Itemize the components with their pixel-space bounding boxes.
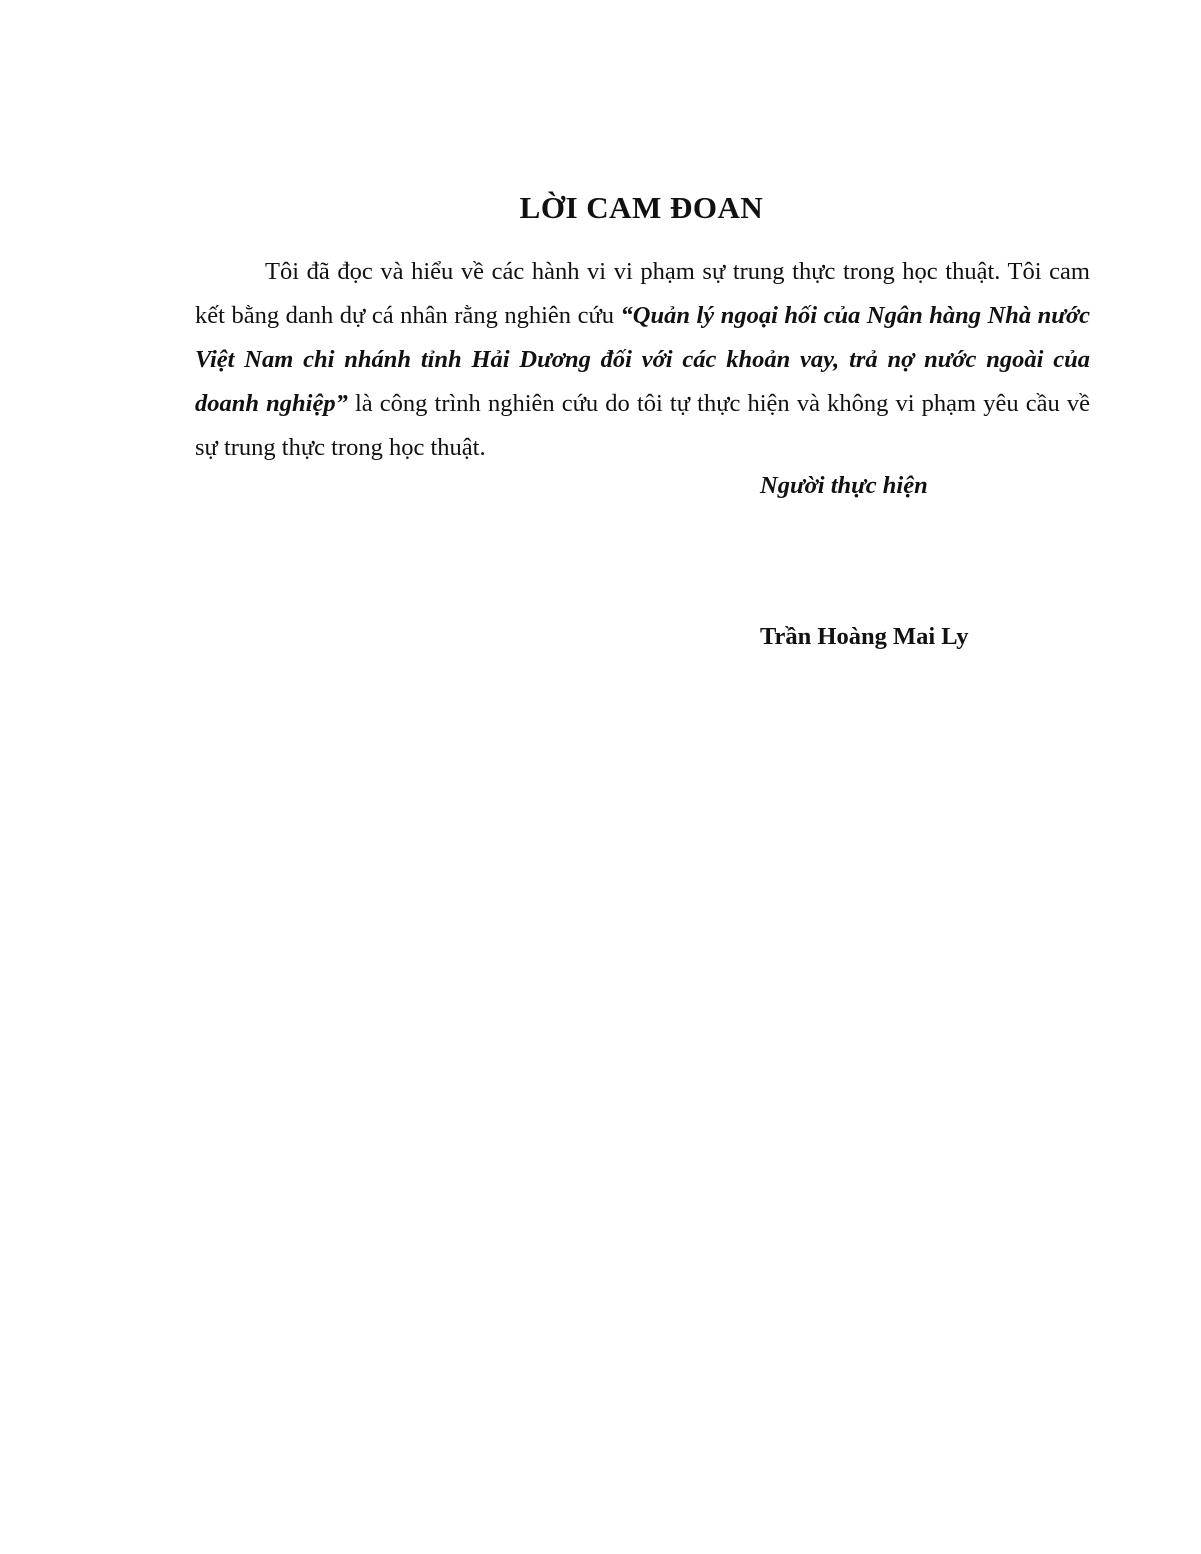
declaration-paragraph — [195, 250, 1090, 470]
signer-name: Trần Hoàng Mai Ly — [760, 623, 969, 650]
declaration-intro: Tôi đã đọc và hiểu về các hành vi vi phạm sự trung thực trong học thuật. Tôi cam kết bằng danh dự cá nhân rằng nghiên cứu — [195, 258, 1090, 329]
declaration-outro: là công trình nghiên cứu do tôi tự thực hiện và không vi phạm yêu cầu về sự trung thực trong học thuật. — [195, 390, 1090, 461]
research-title: “Quản lý ngoại hối của Ngân hàng Nhà nước Việt Nam chi nhánh tỉnh Hải Dương đối với các khoản vay, trả nợ nước ngoài của doanh nghiệp” — [195, 302, 1090, 417]
page-title: LỜI CAM ĐOAN — [519, 190, 764, 225]
signer-role: Người thực hiện — [760, 472, 928, 499]
